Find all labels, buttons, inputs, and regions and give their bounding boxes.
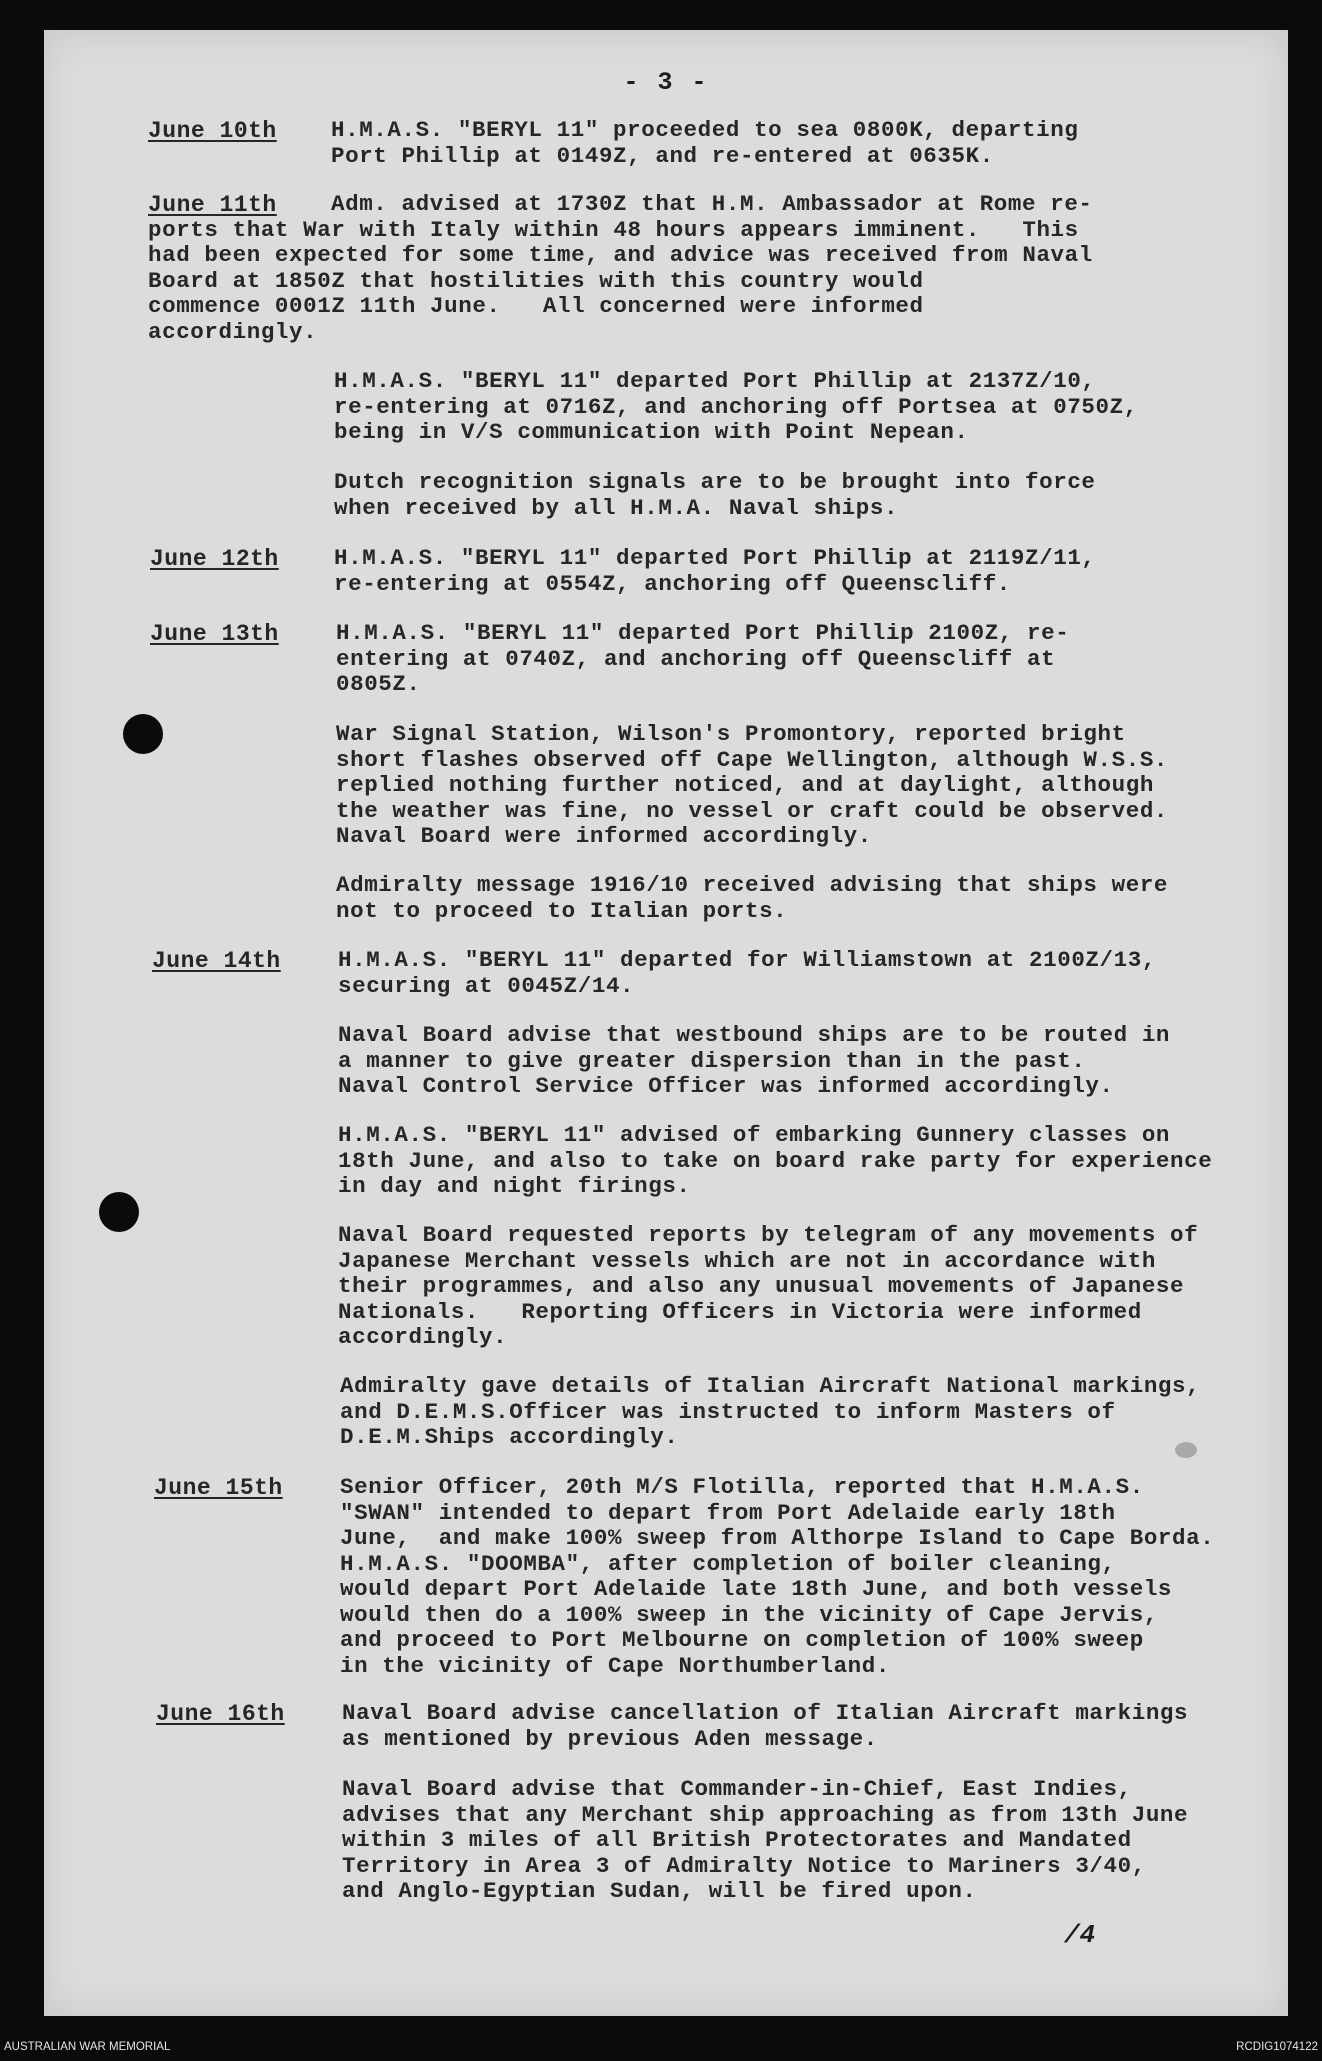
- entry-date: June 13th: [150, 621, 279, 647]
- entry-date: June 12th: [150, 546, 279, 572]
- entry-paragraph: Naval Board advise that westbound ships are to be routed in a manner to give greater dispersion than in the past. Naval Control Service Officer was informed accordingly.: [338, 1022, 1171, 1099]
- punch-hole: [99, 1192, 139, 1232]
- entry-paragraph: War Signal Station, Wilson's Promontory, reported bright short flashes observed off Cape Wellington, although W.S.S. replied nothing further noticed, and at daylight, although the weather was fine, no vessel or craft could be observed. Naval Board were informed accordingly.: [336, 721, 1169, 849]
- entry-paragraph: Naval Board advise that Commander-in-Chief, East Indies, advises that any Merchant ship approaching as from 13th June within 3 miles of all British Protectorates and Mandated Territory in Area 3 of Admiralty Notice to Mariners 3/40, and Anglo-Egyptian Sudan, will be fired upon.: [342, 1776, 1189, 1904]
- punch-hole: [123, 714, 163, 754]
- entry-paragraph: Naval Board advise cancellation of Italian Aircraft markings as mentioned by previous Aden message.: [342, 1700, 1189, 1752]
- entry-paragraph: H.M.A.S. "BERYL 11" departed for Williamstown at 2100Z/13, securing at 0045Z/14.: [338, 947, 1156, 999]
- entry-paragraph: Admiralty gave details of Italian Aircraft National markings, and D.E.M.S.Officer was instructed to inform Masters of D.E.M.Ships accordingly.: [340, 1373, 1201, 1450]
- entry-paragraph: H.M.A.S. "BERYL 11" departed Port Phillip 2100Z, re- entering at 0740Z, and anchoring off Queenscliff at 0805Z.: [336, 620, 1070, 697]
- entry-paragraph: H.M.A.S. "BERYL 11" proceeded to sea 0800K, departing Port Phillip at 0149Z, and re-entered at 0635K.: [331, 117, 1079, 169]
- entry-date: June 11th: [148, 192, 277, 218]
- archive-reference: RCDIG1074122: [1236, 2041, 1318, 2053]
- page-number: - 3 -: [623, 68, 709, 97]
- entry-date: June 15th: [154, 1475, 283, 1501]
- entry-paragraph: Admiralty message 1916/10 received advising that ships were not to proceed to Italian ports.: [336, 872, 1169, 924]
- entry-paragraph: H.M.A.S. "BERYL 11" advised of embarking Gunnery classes on 18th June, and also to take on board rake party for experience in day and night firings.: [338, 1122, 1213, 1199]
- entry-date: June 14th: [152, 948, 281, 974]
- entry-date: June 16th: [156, 1701, 285, 1727]
- archive-credit: AUSTRALIAN WAR MEMORIAL: [4, 2041, 171, 2053]
- document-page: [44, 30, 1288, 2016]
- entry-paragraph: H.M.A.S. "BERYL 11" departed Port Phillip at 2119Z/11, re-entering at 0554Z, anchoring off Queenscliff.: [334, 545, 1096, 597]
- next-page-reference: /4: [1064, 1920, 1096, 1950]
- entry-date: June 10th: [148, 118, 277, 144]
- entry-paragraph: H.M.A.S. "BERYL 11" departed Port Phillip at 2137Z/10, re-entering at 0716Z, and anchoring off Portsea at 0750Z, being in V/S communication with Point Nepean.: [334, 368, 1138, 445]
- entry-paragraph: Naval Board requested reports by telegram of any movements of Japanese Merchant vessels which are not in accordance with their programmes, and also any unusual movements of Japanese Nationals. Reporting Officers in Victoria were informed accordingly.: [338, 1222, 1199, 1350]
- entry-paragraph: Dutch recognition signals are to be brought into force when received by all H.M.A. Naval ships.: [334, 469, 1096, 521]
- entry-paragraph: Senior Officer, 20th M/S Flotilla, reported that H.M.A.S. "SWAN" intended to depart from Port Adelaide early 18th June, and make 100% sweep from Althorpe Island to Cape Borda. H.M.A.S. "DOOMBA", after completion of boiler cleaning, would depart Port Adelaide late 18th June, and both vessels would then do a 100% sweep in the vicinity of Cape Jervis, and proceed to Port Melbourne on completion of 100% sweep in the vicinity of Cape Northumberland.: [340, 1474, 1215, 1679]
- entry-lead-paragraph: Adm. advised at 1730Z that H.M. Ambassador at Rome re- ports that War with Italy within 48 hours appears imminent. This had been expected for some time, and advice was received from Naval Board at 1850Z that hostilities with this country would commence 0001Z 11th June. All concerned were informed accordingly.: [148, 191, 1093, 345]
